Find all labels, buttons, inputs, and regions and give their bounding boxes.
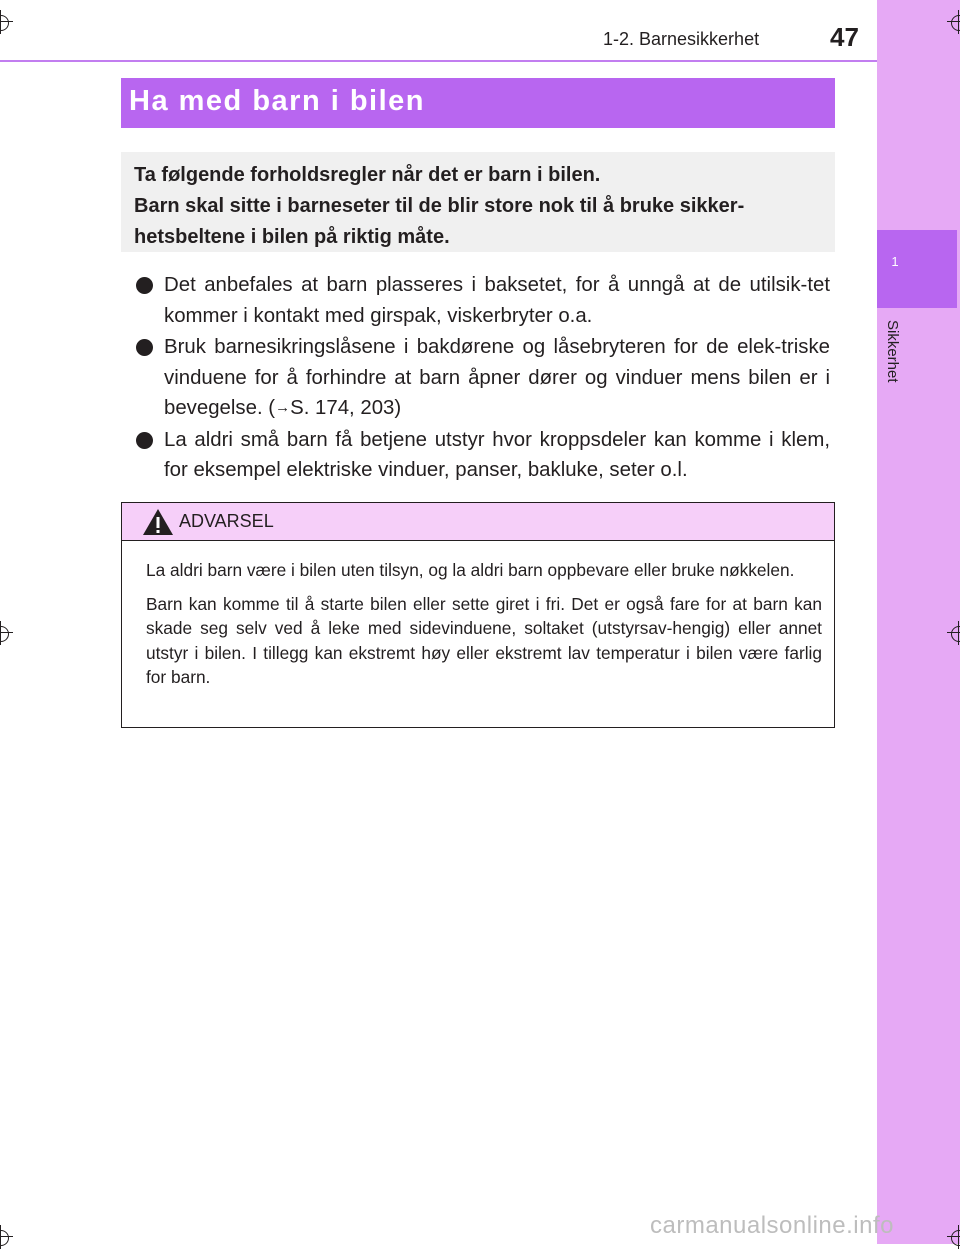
header-rule <box>0 60 877 62</box>
watermark: carmanualsonline.info <box>650 1212 894 1239</box>
list-item <box>134 425 830 486</box>
list-item <box>134 270 830 331</box>
warning-box <box>121 502 835 728</box>
intro-line: hetsbeltene i bilen på riktig måte. <box>134 226 450 248</box>
crop-circle-icon <box>951 626 960 642</box>
chapter-label: Sikkerhet <box>884 320 901 383</box>
section-header: 1-2. Barnesikkerhet <box>603 29 760 49</box>
page-reference[interactable]: S. 174, 203) <box>290 397 402 419</box>
chapter-number: 1 <box>891 254 899 269</box>
bullet-list <box>134 270 830 487</box>
warning-paragraph: La aldri barn være i bilen uten tilsyn, og la aldri barn oppbevare eller bruke nøkkelen. <box>146 560 795 580</box>
intro-line: Ta følgende forholdsregler når det er barn i bilen. <box>134 164 601 186</box>
warning-paragraph: Barn kan komme til å starte bilen eller sette giret i fri. Det er også fare for at barn kan skade seg selv ved å leke med sidevinduene, soltaket (utstyrsav-hengig) eller annet utstyr i bilen. I tillegg kan ekstremt høy eller ekstremt lav temperatur i bilen være farlig for barn. <box>146 593 822 687</box>
bullet-text: Det anbefales at barn plasseres i baksetet, for å unngå at de utilsik-tet kommer i kontakt med girspak, viskerbryter o.a. <box>164 274 830 327</box>
arrow-right-icon: → <box>275 399 291 416</box>
bullet-text: La aldri små barn få betjene utstyr hvor kroppsdeler kan komme i klem, for eksempel elektriske vinduer, panser, bakluke, seter o.l. <box>164 428 830 481</box>
bullet-dot-icon <box>136 339 153 356</box>
warning-label: ADVARSEL <box>179 511 274 531</box>
bullet-text: Bruk barnesikringslåsene i bakdørene og låsebryteren for de elek-triske vinduene for å forhindre at barn åpner dører og vinduer mens bilen er i bevegelse. ( <box>164 336 830 419</box>
list-item <box>134 332 830 424</box>
bullet-dot-icon <box>136 432 153 449</box>
bullet-dot-icon <box>136 277 153 294</box>
page-number: 47 <box>830 22 859 52</box>
crop-circle-icon <box>951 15 960 31</box>
intro-box <box>121 152 835 252</box>
intro-text <box>134 160 826 253</box>
warning-triangle-icon <box>142 508 174 536</box>
page-title: Ha med barn i bilen <box>129 85 425 117</box>
title-bar <box>121 78 835 128</box>
intro-line: Barn skal sitte i barneseter til de blir store nok til å bruke sikker- <box>134 195 745 217</box>
warning-header <box>122 503 834 541</box>
chapter-tab-active <box>877 230 957 308</box>
warning-body <box>146 558 822 699</box>
